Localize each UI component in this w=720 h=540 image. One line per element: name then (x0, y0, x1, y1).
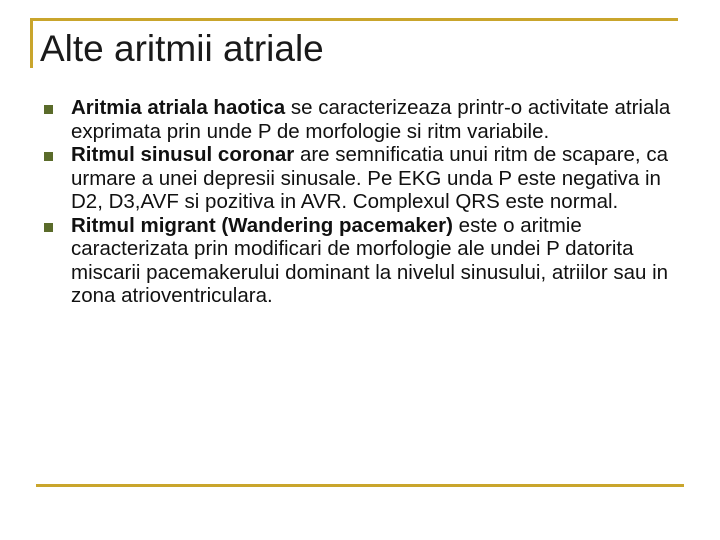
bullet-lead: Ritmul migrant (Wandering pacemaker) (71, 213, 453, 237)
bullet-text: se caracterizeaza printr-o activitate atriala exprimata prin unde P de morfologie si ritm variabile. (71, 96, 671, 143)
square-bullet-icon (44, 105, 53, 114)
bullet-item (44, 143, 684, 214)
bullet-item (44, 214, 684, 308)
bullet-item (44, 96, 684, 143)
bottom-divider (36, 484, 684, 487)
top-divider (30, 18, 678, 21)
bullet-lead: Aritmia atriala haotica (71, 96, 286, 119)
slide-title: Alte aritmii atriale (40, 28, 324, 69)
square-bullet-icon (44, 152, 53, 161)
bullet-lead: Ritmul sinusul coronar (71, 143, 295, 166)
bullet-text: este o aritmie caracterizata prin modificari de morfologie ale undei P datorita miscarii pacemakerului dominant la nivelul sinusului, atriilor sau in zona atrioventriculara. (71, 213, 669, 307)
bullet-text: are semnificatia unui ritm de scapare, ca urmare a unei depresii sinusale. Pe EKG unda P este negativa in D2, D3,AVF si pozitiva in AVR. Complexul QRS este normal. (71, 143, 668, 213)
left-divider (30, 18, 33, 68)
bullet-list (44, 96, 684, 308)
square-bullet-icon (44, 223, 53, 232)
